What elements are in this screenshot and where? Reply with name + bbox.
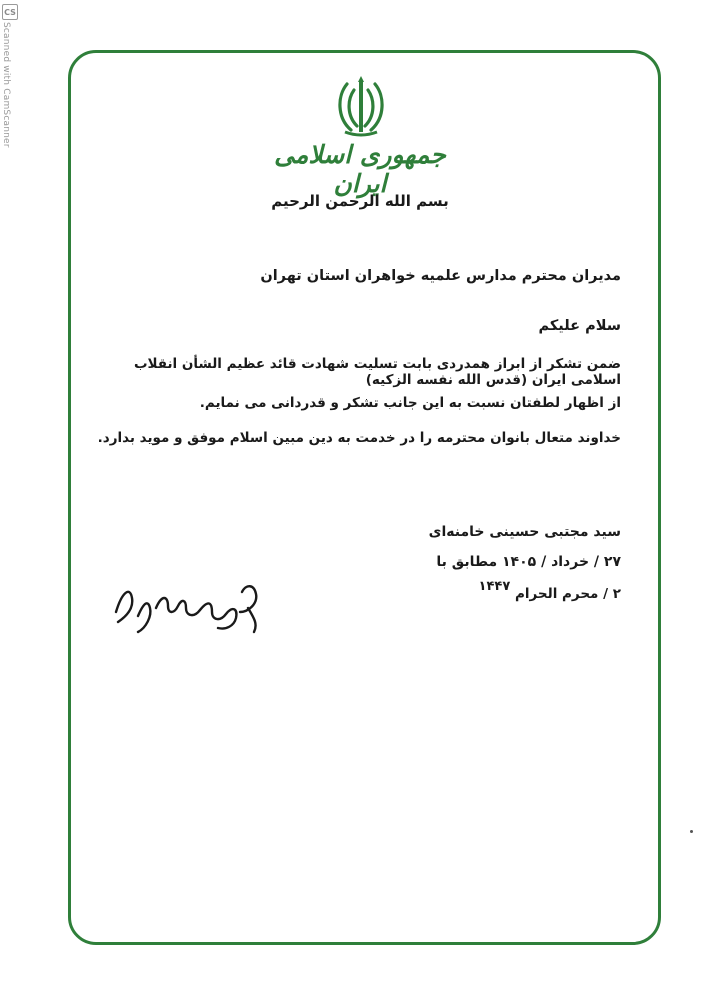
iran-emblem-icon <box>333 74 389 138</box>
signer-name: سید مجتبی حسینی خامنه‌ای <box>428 524 621 540</box>
scanner-watermark: Scanned with CamScanner <box>1 22 11 148</box>
body-line-1: ضمن تشکر از ابراز همدردی بابت تسلیت شهادت قائد عظیم الشأن انقلاب اسلامی ایران (قدس الله نفسه الزکیه) <box>133 356 621 388</box>
handwritten-signature-icon <box>108 572 278 642</box>
body-line-2: از اظهار لطفتان نسبت به این جانب تشکر و قدردانی می نمایم. <box>199 395 621 411</box>
addressee: مدیران محترم مدارس علمیه خواهران استان تهران <box>260 268 621 284</box>
country-name: جمهوری اسلامی ایران <box>274 140 446 198</box>
date-lunar: ۲ / محرم الحرام <box>514 586 621 602</box>
camscanner-logo-icon: CS <box>2 4 18 20</box>
body-line-3: خداوند متعال بانوان محترمه را در خدمت به دین مبین اسلام موفق و موید بدارد. <box>97 430 621 446</box>
date-solar: ۲۷ / خرداد / ۱۴۰۵ مطابق با <box>436 554 621 570</box>
scan-speck <box>690 830 693 833</box>
greeting: سلام علیکم <box>538 318 621 334</box>
date-lunar-year: ۱۴۴۷ <box>478 579 511 594</box>
bismillah-heading: بسم الله الرحمن الرحیم <box>271 192 449 210</box>
